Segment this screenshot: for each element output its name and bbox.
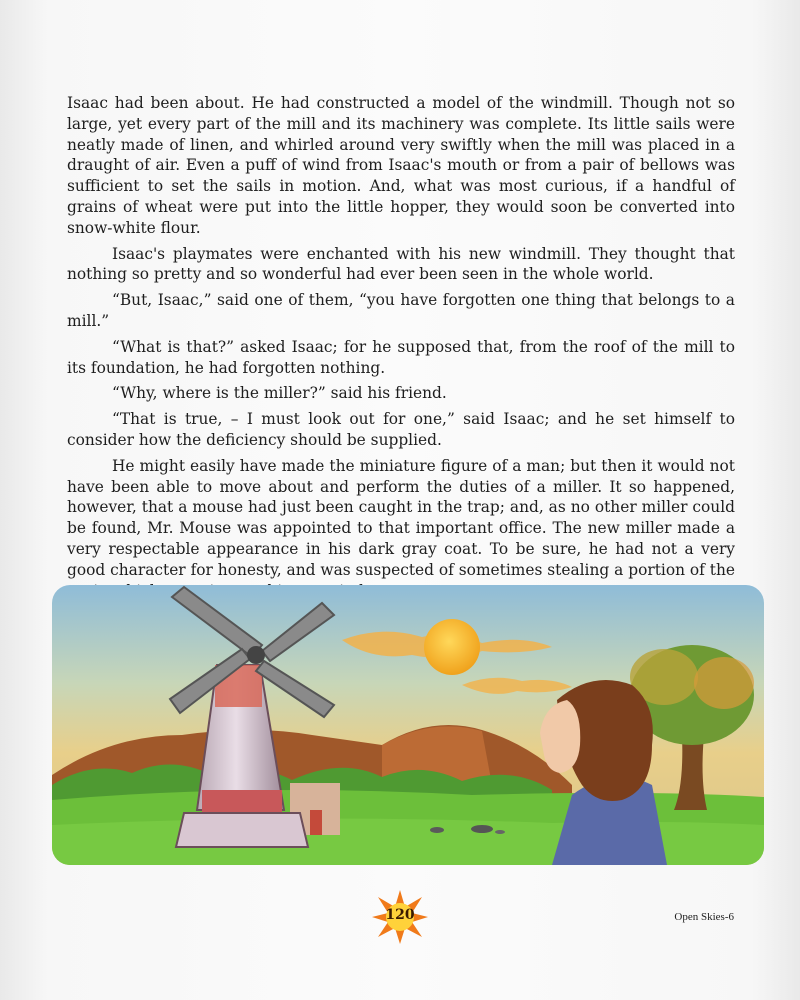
windmill-base (176, 813, 308, 847)
story-paragraph-4: “What is that?” asked Isaac; for he supposed that, from the roof of the mill to its foundation, he had forgotten nothing. (67, 337, 735, 377)
stone-shape (495, 830, 505, 834)
windmill-hub (247, 646, 265, 664)
tree-canopy (694, 657, 754, 709)
stone-shape (430, 827, 444, 833)
book-label: Open Skies-6 (674, 911, 734, 923)
story-paragraph-3: “But, Isaac,” said one of them, “you have forgotten one thing that belongs to a mill.” (67, 291, 735, 330)
story-paragraph-7: He might easily have made the miniature figure of a man; but then it would not have been able to move about and perform the duties of a miller. It so happened, however, that a mouse had just been caught in the trap; and, as no other miller could be found, Mr. Mouse was appointed to that important office. The new miller made a very respectable appearance in his dark gray coat. To be sure, he had not a very good character for honesty, and was suspected of sometimes stealing a portion of the (67, 456, 735, 579)
story-text (67, 93, 735, 606)
story-paragraph-2: Isaac's playmates were enchanted with his new windmill. They thought that nothing so pretty and so wonderful had ever been seen in the whole world. (67, 244, 735, 284)
stone-shape (471, 825, 493, 833)
story-paragraph-5: “Why, where is the miller?” said his friend. (112, 384, 447, 403)
windmill-base-band (202, 790, 282, 812)
page-number: 120 (385, 907, 415, 923)
sun-icon (424, 619, 480, 675)
hut-door (310, 810, 322, 835)
windmill-illustration (52, 585, 764, 865)
story-paragraph-6: “That is true, – I must look out for one,” said Isaac; and he set himself to consider how the deficiency should be supplied. (67, 410, 735, 449)
story-paragraph-1: Isaac had been about. He had constructed a model of the windmill. Though not so large, yet every part of the mill and its machinery was complete. Its little sails were neatly made of linen, and whirled around very swiftly when the mill was placed in a draught of air. Even a puff of wind from Isaac's mouth or from a pair of bellows was sufficient to set the sails in motion. And, what was most curious, if a handful of grains of wheat were put into the little hopper, they would soon be converted into snow-white flour. (67, 94, 735, 237)
